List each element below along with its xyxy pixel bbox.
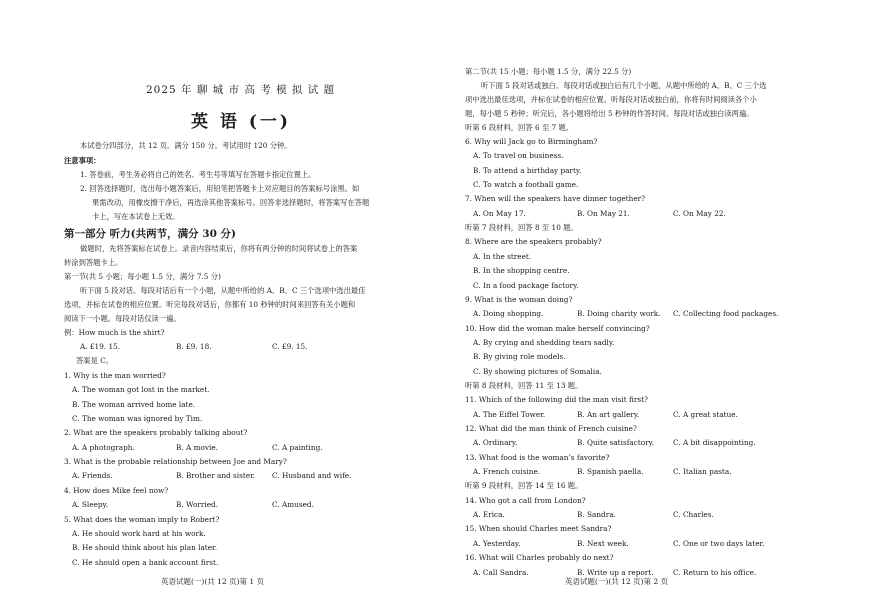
answer-option[interactable]: B. A movie. xyxy=(176,442,218,452)
answer-option[interactable]: A. By crying and shedding tears sadly. xyxy=(473,337,615,347)
answer-option[interactable]: B. Worried. xyxy=(176,500,219,510)
answer-option[interactable]: A. Ordinary. xyxy=(473,438,518,448)
part1-instruction: 做题时，先将答案标在试卷上。录音内容结束后，你将有两分钟的时间将试卷上的答案 xyxy=(80,244,358,253)
section2-heading: 第二节(共 15 小题；每小题 1.5 分，满分 22.5 分) xyxy=(465,67,632,76)
answer-option[interactable]: B. In the shopping centre. xyxy=(473,266,570,276)
answer-option[interactable]: B. The woman arrived home late. xyxy=(72,399,196,409)
answer-option[interactable]: A. To travel on business. xyxy=(473,151,564,161)
answer-option[interactable]: C. Return to his office. xyxy=(673,567,757,577)
exam-page-2 xyxy=(445,0,870,615)
answer-option[interactable]: B. He should think about his plan later. xyxy=(72,543,218,553)
exam-title: 2025 年 聊 城 市 高 考 模 拟 试 题 xyxy=(146,84,336,96)
answer-option[interactable]: C. To watch a football game. xyxy=(473,180,579,190)
answer-option[interactable]: C. One or two days later. xyxy=(673,538,765,548)
section2-material-heading: 听第 6 段材料，回答 6 至 7 题。 xyxy=(465,123,574,132)
answer-option[interactable]: B. Doing charity work. xyxy=(577,309,661,319)
note-line: 2. 回答选择题时，选出每小题答案后，用铅笔把答题卡上对应题目的答案标号涂黑。如 xyxy=(80,184,360,193)
part1-instruction: 转涂到答题卡上。 xyxy=(64,258,123,267)
page-footer: 英语试题(一)(共 12 页)第 2 页 xyxy=(565,577,669,586)
answer-option[interactable]: A. On May 17. xyxy=(473,208,526,218)
answer-option[interactable]: C. He should open a bank account first. xyxy=(72,557,219,567)
question-stem: 4. How does Mike feel now? xyxy=(64,485,169,495)
example-option-c: C. £9. 15. xyxy=(272,342,308,351)
answer-option[interactable]: B. Quite satisfactory. xyxy=(577,438,655,448)
section2-instruction: 听下面 5 段对话或独白。每段对话或独白后有几个小题，从题中所给的 A、B、C 三个选 xyxy=(481,81,767,90)
question-stem: 13. What food is the woman’s favorite? xyxy=(465,452,610,462)
section1-instruction: 听下面 5 段对话。每段对话后有一个小题，从题中所给的 A、B、C 三个选项中选出最佳 xyxy=(80,286,366,295)
answer-option[interactable]: C. A painting. xyxy=(272,442,323,452)
section1-instruction: 选项，并标在试卷的相应位置。听完每段对话后，你都有 10 秒钟的时间来回答有关小题和 xyxy=(64,300,356,309)
answer-option[interactable]: B. Write up a report. xyxy=(577,567,654,577)
answer-option[interactable]: C. Charles. xyxy=(673,510,714,520)
exam-intro: 本试卷分四部分，共 12 页。满分 150 分。考试用时 120 分钟。 xyxy=(80,141,292,150)
example-answer: 答案是 C。 xyxy=(76,356,114,365)
answer-option[interactable]: C. Collecting food packages. xyxy=(673,309,779,319)
question-stem: 9. What is the woman doing? xyxy=(465,294,573,304)
note-line: 1. 答卷前，考生务必将自己的姓名、考生号等填写在答题卡指定位置上。 xyxy=(80,170,316,179)
example-option-b: B. £9. 18. xyxy=(176,342,212,351)
section1-heading: 第一节(共 5 小题；每小题 1.5 分，满分 7.5 分) xyxy=(64,272,221,281)
subject-title: 英 语 (一) xyxy=(191,112,291,132)
question-stem: 2. What are the speakers probably talking about? xyxy=(64,428,248,438)
answer-option[interactable]: B. Next week. xyxy=(577,538,629,548)
answer-option[interactable]: B. Brother and sister. xyxy=(176,471,256,481)
answer-option[interactable]: A. The Eiffel Tower. xyxy=(473,409,546,419)
material-heading: 听第 8 段材料，回答 11 至 13 题。 xyxy=(465,380,583,390)
question-stem: 10. How did the woman make herself convincing? xyxy=(465,323,650,333)
question-stem: 8. Where are the speakers probably? xyxy=(465,237,602,247)
question-stem: 15. When should Charles meet Sandra? xyxy=(465,524,612,534)
answer-option[interactable]: C. The woman was ignored by Tim. xyxy=(72,414,203,424)
answer-option[interactable]: B. To attend a birthday party. xyxy=(473,165,582,175)
question-stem: 5. What does the woman imply to Robert? xyxy=(64,514,220,524)
answer-option[interactable]: A. French cuisine. xyxy=(473,467,541,477)
answer-option[interactable]: A. Doing shopping. xyxy=(473,309,544,319)
question-stem: 12. What did the man think of French cuisine? xyxy=(465,424,637,433)
answer-option[interactable]: A. A photograph. xyxy=(72,442,135,452)
page-footer: 英语试题(一)(共 12 页)第 1 页 xyxy=(161,577,265,586)
question-stem: 3. What is the probable relationship between Joe and Mary? xyxy=(64,457,287,467)
material-heading: 听第 7 段材料，回答 8 至 10 题。 xyxy=(465,223,578,233)
part1-title: 第一部分 听力(共两节，满分 30 分) xyxy=(64,228,237,240)
answer-option[interactable]: A. Call Sandra. xyxy=(473,567,529,577)
material-heading: 听第 9 段材料，回答 14 至 16 题。 xyxy=(465,481,583,491)
note-line: 果需改动，用橡皮擦干净后，再选涂其他答案标号。回答非选择题时，将答案写在答题 xyxy=(92,198,370,207)
question-stem: 7. When will the speakers have dinner together? xyxy=(465,194,646,204)
section2-instruction: 题，每小题 5 秒钟；听完后，各小题将给出 5 秒钟的作答时间。每段对话或独白读两遍。 xyxy=(465,109,754,118)
answer-option[interactable]: B. On May 21. xyxy=(577,208,630,218)
section1-instruction: 阅读下一小题。每段对话仅读一遍。 xyxy=(64,314,181,323)
answer-option[interactable]: C. Italian pasta. xyxy=(673,467,732,477)
answer-option[interactable]: C. A great statue. xyxy=(673,409,738,419)
answer-option[interactable]: C. In a food package factory. xyxy=(473,280,579,290)
question-stem: 16. What will Charles probably do next? xyxy=(465,553,614,563)
question-stem: 6. Why will Jack go to Birmingham? xyxy=(465,137,598,146)
answer-option[interactable]: C. A bit disappointing. xyxy=(673,438,756,448)
answer-option[interactable]: C. On May 22. xyxy=(673,208,726,218)
example-question: 例：How much is the shirt? xyxy=(64,328,165,337)
example-option-a: A. £19. 15. xyxy=(80,342,121,351)
answer-option[interactable]: A. He should work hard at his work. xyxy=(72,528,206,538)
notes-heading: 注意事项： xyxy=(64,156,101,165)
question-stem: 14. Who got a call from London? xyxy=(465,495,586,505)
answer-option[interactable]: A. Erica. xyxy=(473,510,505,520)
question-stem: 1. Why is the man worried? xyxy=(64,371,166,380)
question-stem: 11. Which of the following did the man visit first? xyxy=(465,395,648,405)
note-line: 卡上，写在本试卷上无效。 xyxy=(92,212,180,221)
answer-option[interactable]: B. Sandra. xyxy=(577,510,616,520)
answer-option[interactable]: A. The woman got lost in the market. xyxy=(72,385,210,395)
answer-option[interactable]: C. Amused. xyxy=(272,500,314,510)
answer-option[interactable]: A. Yesterday. xyxy=(473,538,521,548)
answer-option[interactable]: A. Friends. xyxy=(72,471,113,481)
section2-instruction: 项中选出最佳选项，并标在试卷的相应位置。听每段对话或独白前，你将有时间阅读各个小 xyxy=(465,95,757,104)
answer-option[interactable]: C. Husband and wife. xyxy=(272,471,352,481)
answer-option[interactable]: B. By giving role models. xyxy=(473,352,566,362)
answer-option[interactable]: B. An art gallery. xyxy=(577,409,640,419)
answer-option[interactable]: A. In the street. xyxy=(473,251,532,261)
answer-option[interactable]: A. Sleepy. xyxy=(72,500,109,510)
answer-option[interactable]: B. Spanish paella. xyxy=(577,467,644,477)
answer-option[interactable]: C. By showing pictures of Somalia. xyxy=(473,366,602,376)
